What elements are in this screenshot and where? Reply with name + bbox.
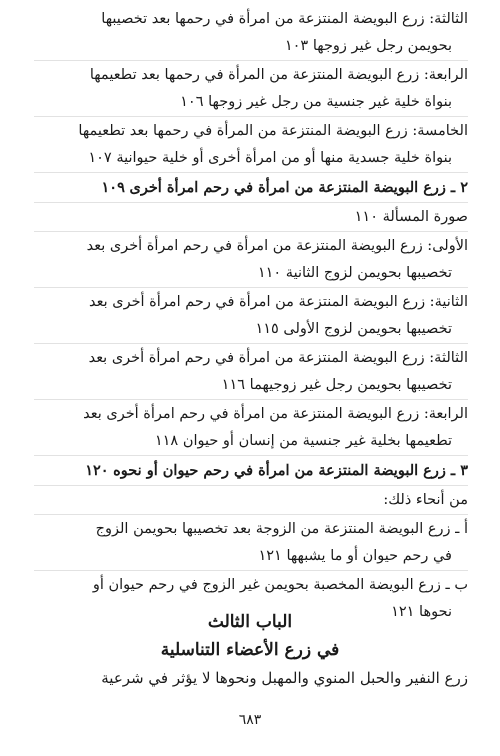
toc-entry [34,233,468,287]
toc-entry-text: الرابعة: زرع البويضة المنتزعة من امرأة في رحم امرأة أخرى بعد [83,406,468,422]
toc-page-number: ١٠٧ [88,150,112,166]
toc-entry-text: بنواة خلية غير جنسية من رجل غير زوجها [208,94,452,110]
toc-entry-text: الثالثة: زرع البويضة المنتزعة من امرأة في رحم امرأة أخرى بعد [88,350,468,366]
toc-entry-text: تخصيبها بحويمن رجل غير زوجيهما [249,377,452,393]
toc-page-number: ١٢١ [391,604,415,620]
toc-page-number: ١٠٦ [180,94,204,110]
toc-entry [34,118,468,172]
toc-page-number: ١١٠ [354,209,378,225]
table-of-contents [34,6,468,626]
toc-entry [34,345,468,399]
toc-entry-text: من أنحاء ذلك: [383,492,468,508]
toc-entry-text: بحويمن رجل غير زوجها [312,38,452,54]
toc-section-heading [34,174,468,202]
toc-entry-text: ب ـ زرع البويضة المخصبة بحويمن غير الزوج في رحم حيوان أو [92,577,468,593]
toc-page-number: ١١٦ [221,377,246,393]
toc-entry-text: أ ـ زرع البويضة المنتزعة من الزوجة بعد تخصيبها بحويمن الزوج [95,521,468,537]
toc-page-number: ١١٠ [257,265,282,281]
toc-entry-text: تخصيبها بحويمن لزوج الثانية [285,265,452,281]
chapter-subtitle: في زرع الأعضاء التناسلية [160,640,340,660]
toc-entry-text: في رحم حيوان أو ما يشبهها [286,548,452,564]
chapter-heading [0,608,500,664]
toc-page-number: ١٠٣ [284,38,309,54]
toc-entry-text: ٣ ـ زرع البويضة المنتزعة من امرأة في رحم حيوان أو نحوه [113,462,468,479]
toc-page-number: ١١٨ [154,433,179,449]
toc-entry [34,401,468,455]
toc-entry [34,6,468,60]
toc-page-number: ١٢٠ [85,462,109,479]
toc-entry [34,487,468,514]
toc-entry-text: تطعيمها بخلية غير جنسية من إنسان أو حيوان [182,433,452,449]
body-paragraph: زرع النفير والحبل المنوي والمهبل ونحوها لا يؤثر في شرعية [101,669,468,687]
toc-entry-text: ٢ ـ زرع البويضة المنتزعة من امرأة في رحم امرأة أخرى [129,179,468,196]
page-number: ٦٨٣ [238,712,262,728]
toc-entry-text: الثالثة: زرع البويضة المنتزعة من امرأة في رحمها بعد تخصيبها [101,11,468,27]
toc-entry-text: الخامسة: زرع البويضة المنتزعة من المرأة في رحمها بعد تطعيمها [78,123,468,139]
toc-page-number: ١٠٩ [101,179,125,196]
toc-entry-text: الرابعة: زرع البويضة المنتزعة من المرأة في رحمها بعد تطعيمها [89,67,468,83]
toc-section-heading [34,457,468,485]
toc-entry-text: الثانية: زرع البويضة المنتزعة من امرأة في رحم امرأة أخرى بعد [88,294,468,310]
toc-entry-text: تخصيبها بحويمن لزوج الأولى [283,321,452,337]
toc-entry [34,62,468,116]
chapter-title: الباب الثالث [207,612,293,632]
toc-entry [34,289,468,343]
toc-entry [34,204,468,231]
toc-entry-text: نحوها [419,604,452,620]
toc-page-number: ١١٥ [255,321,279,337]
toc-entry [34,516,468,570]
toc-entry-text: الأولى: زرع البويضة المنتزعة من امرأة في رحم امرأة أخرى بعد [86,238,468,254]
toc-page-number: ١٢١ [258,548,282,564]
toc-entry-text: صورة المسألة [382,209,468,225]
toc-entry-text: بنواة خلية جسدية منها أو من امرأة أخرى أو خلية حيوانية [116,150,452,166]
